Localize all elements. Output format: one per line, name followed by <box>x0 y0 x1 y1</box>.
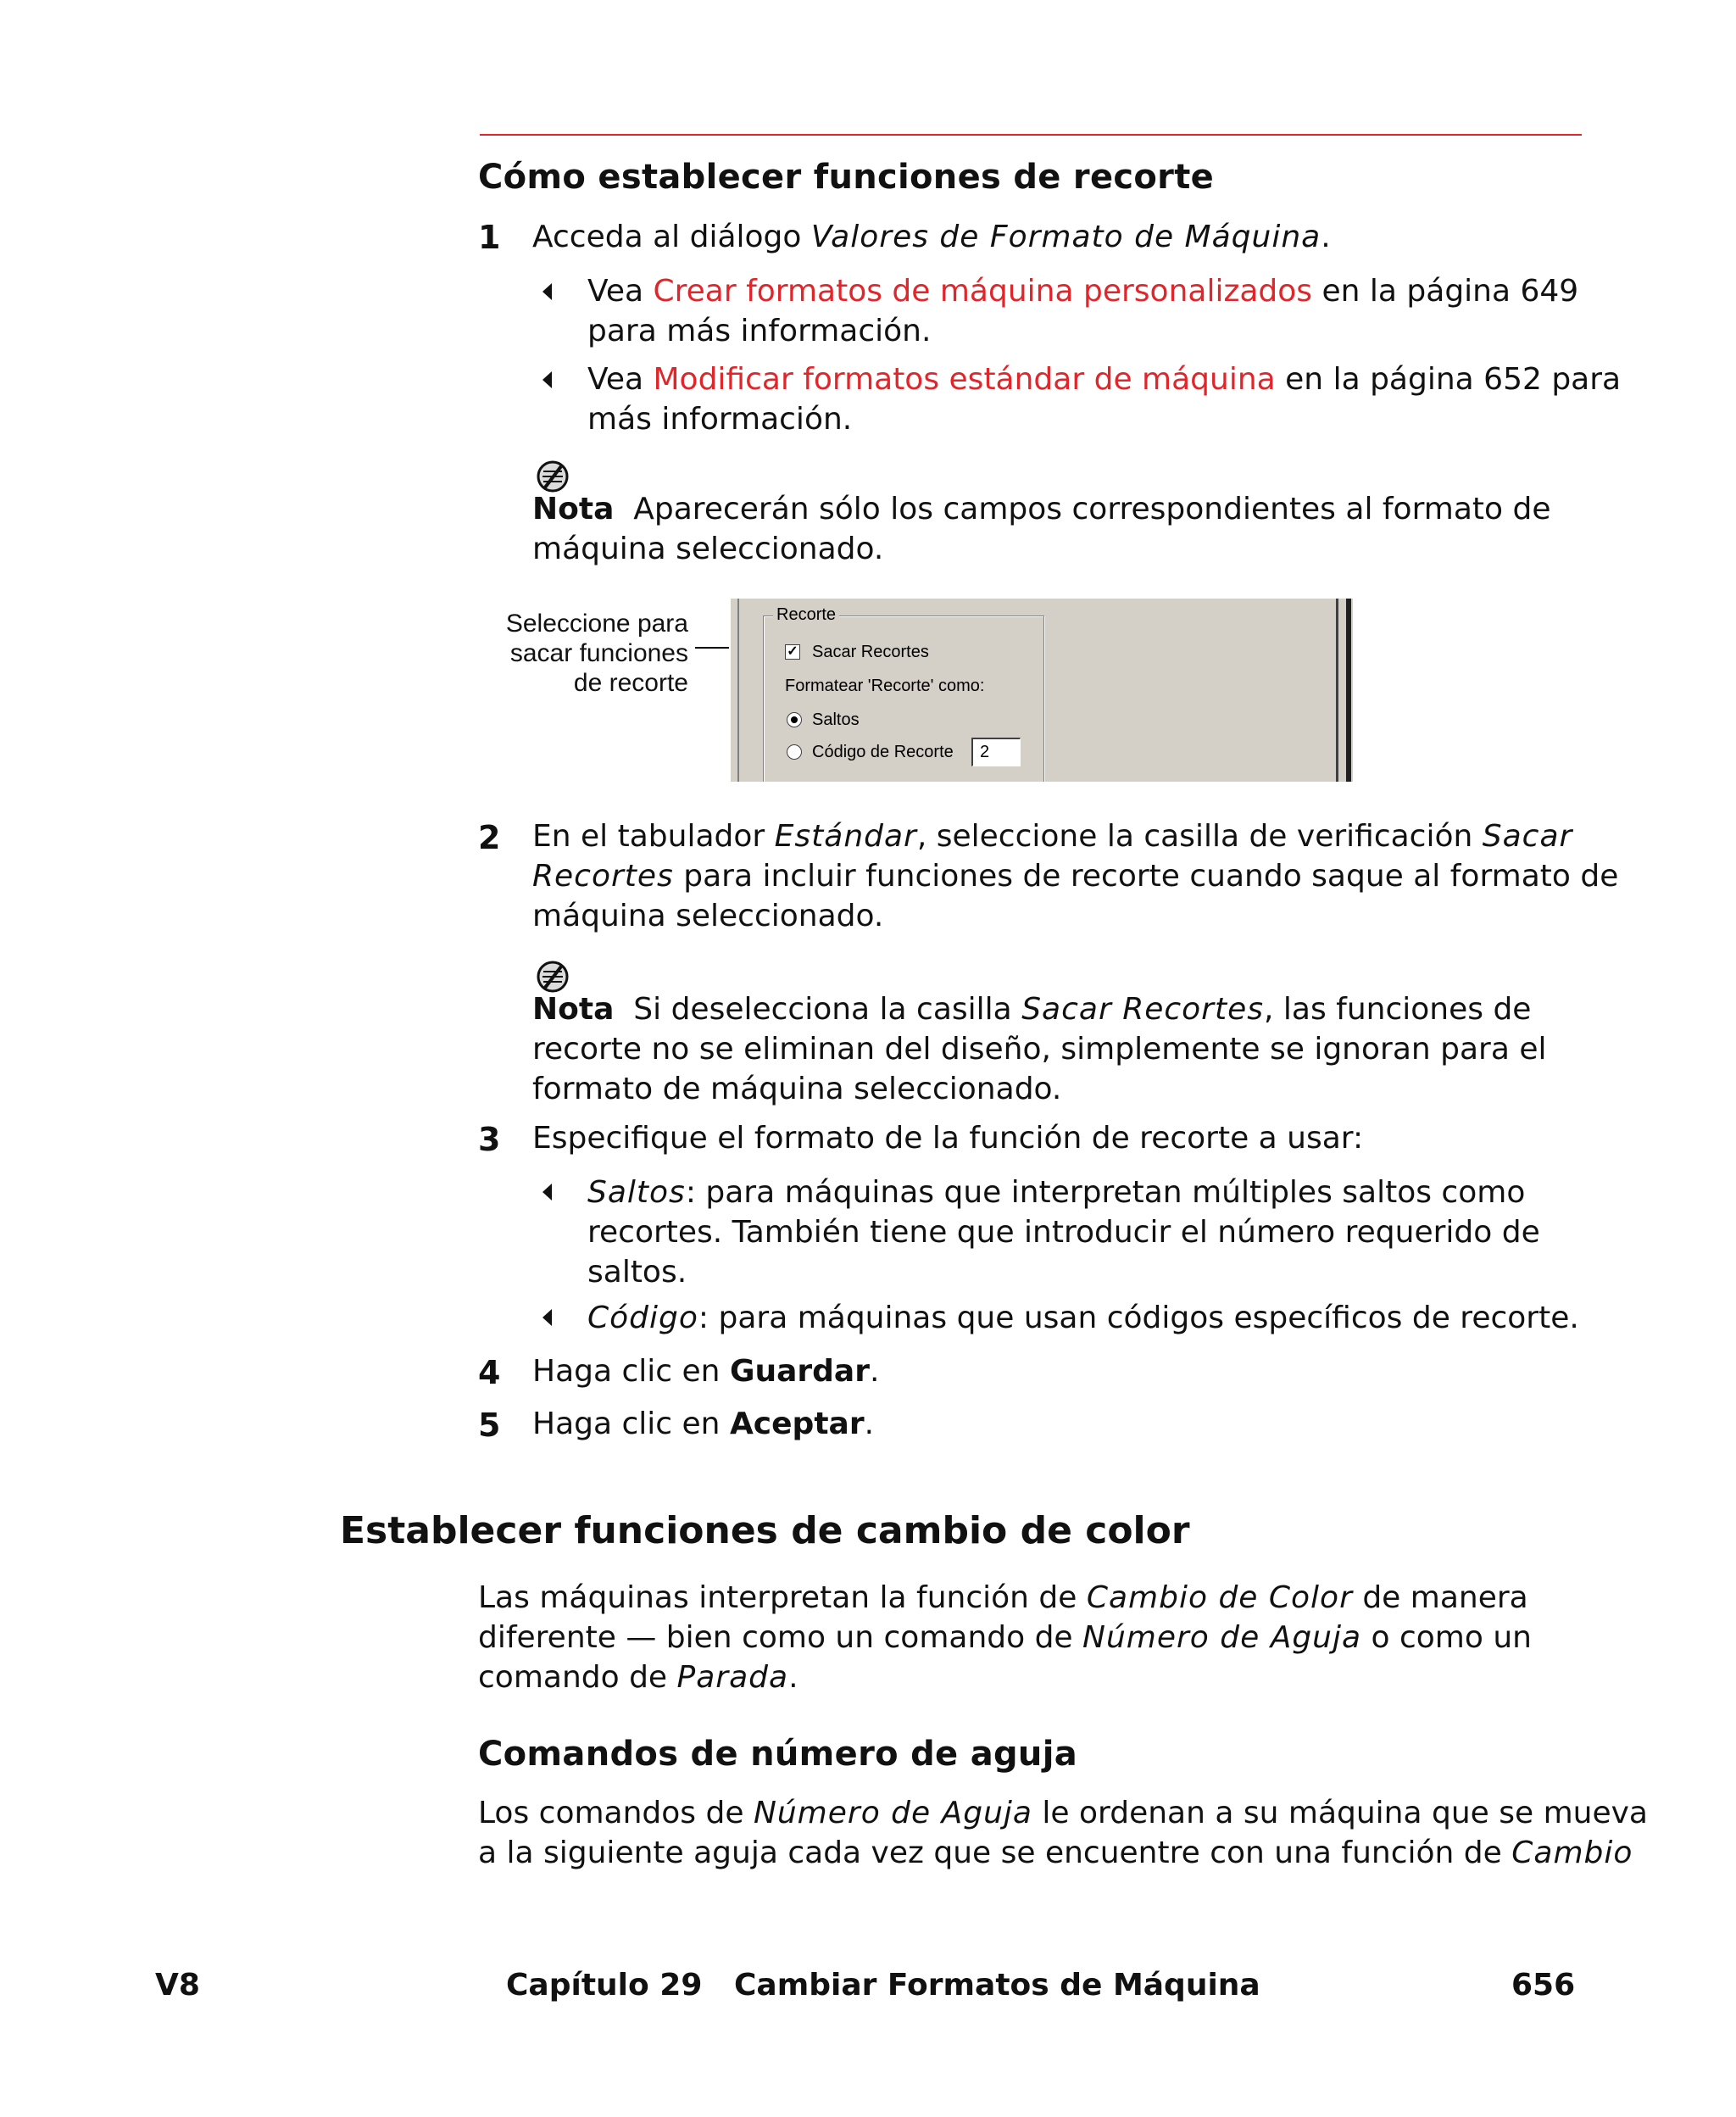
paragraph-text: o como un <box>1361 1620 1532 1655</box>
option-name: Código <box>587 1301 698 1335</box>
trim-code-input[interactable]: 2 <box>971 738 1021 766</box>
step-text: Acceda al diálogo <box>532 220 811 254</box>
section-heading: Cómo establecer funciones de recorte <box>478 158 1215 197</box>
cross-reference-link[interactable]: Modificar formatos estándar de máquina <box>653 362 1276 397</box>
note-text: recorte no se eliminan del diseño, simplemente se ignoran para el <box>532 1032 1547 1067</box>
chapter-number: Capítulo 29 <box>506 1968 703 2003</box>
step-text: Haga clic en <box>532 1354 730 1389</box>
chapter-title: Cambiar Formatos de Máquina <box>733 1968 1260 2003</box>
function-name: Cambio <box>1511 1836 1633 1870</box>
bullet-arrow-icon <box>542 1184 552 1201</box>
punctuation: . <box>869 1354 880 1389</box>
step-1-text <box>532 217 1331 257</box>
footer-page-number: 656 <box>1511 1968 1576 2003</box>
note-text: , las funciones de <box>1264 992 1532 1027</box>
header-rule <box>480 134 1582 136</box>
option-name: Saltos <box>587 1175 686 1210</box>
punctuation: . <box>1321 220 1331 254</box>
note-2 <box>532 989 1547 1109</box>
section-heading: Establecer funciones de cambio de color <box>340 1509 1190 1552</box>
step-text: , seleccione la casilla de verificación <box>916 819 1483 854</box>
color-change-paragraph <box>478 1578 1532 1697</box>
paragraph-text: comando de <box>478 1660 677 1695</box>
bullet-text: Vea <box>587 362 654 397</box>
step-2-text <box>532 816 1618 936</box>
note-text: formato de máquina seleccionado. <box>532 1072 1062 1106</box>
checkbox-label: Sacar Recortes <box>812 643 929 661</box>
note-text: Si deselecciona la casilla <box>633 992 1022 1027</box>
step-text: para incluir funciones de recorte cuando saque al formato de <box>673 859 1619 894</box>
jumps-radio[interactable] <box>787 712 802 727</box>
step-number: 4 <box>478 1354 501 1391</box>
note-label: Nota <box>532 992 615 1027</box>
step-text: máquina seleccionado. <box>532 899 884 933</box>
bullet-text: recortes. También tiene que introducir el número requerido de <box>587 1215 1540 1250</box>
note-label: Nota <box>532 492 615 526</box>
paragraph-text: diferente — bien como un comando de <box>478 1620 1083 1655</box>
save-action: Guardar <box>729 1354 870 1389</box>
panel-divider <box>1336 599 1338 782</box>
cross-reference-link[interactable]: Crear formatos de máquina personalizados <box>653 274 1313 309</box>
bullet-text: en la página 652 para <box>1275 362 1622 397</box>
option-name: Recortes <box>532 859 674 894</box>
trim-settings-screenshot <box>729 599 1353 782</box>
bullet-arrow-icon <box>542 283 552 300</box>
bullet-see-modify <box>587 359 1621 439</box>
option-name: Sacar <box>1482 819 1573 854</box>
punctuation: . <box>788 1660 798 1695</box>
step-number: 3 <box>478 1121 501 1158</box>
footer-chapter <box>506 1968 1260 2003</box>
bullet-arrow-icon <box>542 371 552 388</box>
paragraph-text: Los comandos de <box>478 1796 754 1830</box>
bullet-text: : para máquinas que interpretan múltiples saltos como <box>685 1175 1526 1210</box>
needle-number-paragraph <box>478 1793 1648 1873</box>
bullet-text: Vea <box>587 274 654 309</box>
note-text: máquina seleccionado. <box>532 532 884 566</box>
bullet-text: saltos. <box>587 1255 687 1290</box>
output-trims-checkbox[interactable]: ✓ <box>785 644 800 660</box>
paragraph-text: de manera <box>1352 1580 1528 1615</box>
note-icon <box>536 460 570 493</box>
radio-selected-dot <box>791 716 798 723</box>
function-name: Cambio de Color <box>1086 1580 1353 1615</box>
callout-line: sacar funciones <box>509 639 688 667</box>
jumps-radio-label: Saltos <box>812 710 860 729</box>
bullet-jumps <box>587 1173 1540 1292</box>
command-name: Número de Aguja <box>753 1796 1032 1830</box>
bullet-text: : para máquinas que usan códigos específicos de recorte. <box>698 1301 1579 1335</box>
note-text: Aparecerán sólo los campos correspondientes al formato de <box>633 492 1551 526</box>
bullet-text: en la página 649 <box>1312 274 1579 309</box>
format-label: Formatear 'Recorte' como: <box>785 677 985 695</box>
step-4-text <box>532 1351 879 1391</box>
step-3-text: Especifique el formato de la función de recorte a usar: <box>532 1121 1364 1156</box>
callout-line: de recorte <box>573 669 688 697</box>
panel-left-edge <box>729 599 739 782</box>
groupbox-title: Recorte <box>773 605 839 625</box>
bullet-text: para más información. <box>587 314 932 348</box>
paragraph-text: a la siguiente aguja cada vez que se encuentre con una función de <box>478 1836 1512 1870</box>
footer-version: V8 <box>155 1968 200 2003</box>
panel-divider <box>1346 599 1351 782</box>
figure-callout <box>475 609 688 698</box>
step-text: Haga clic en <box>532 1407 730 1441</box>
step-text: En el tabulador <box>532 819 775 854</box>
note-icon <box>536 960 570 994</box>
callout-line: Seleccione para <box>505 610 688 638</box>
tab-name: Estándar <box>774 819 917 854</box>
punctuation: . <box>864 1407 875 1441</box>
bullet-arrow-icon <box>542 1309 552 1326</box>
command-name: Número de Aguja <box>1082 1620 1362 1655</box>
paragraph-text: Las máquinas interpretan la función de <box>478 1580 1087 1615</box>
step-5-text <box>532 1404 874 1444</box>
ok-action: Aceptar <box>729 1407 865 1441</box>
paragraph-text: le ordenan a su máquina que se mueva <box>1032 1796 1648 1830</box>
trim-code-radio[interactable] <box>787 744 802 760</box>
step-number: 5 <box>478 1407 501 1444</box>
step-number: 1 <box>478 219 501 256</box>
trim-code-radio-label: Código de Recorte <box>812 743 954 761</box>
bullet-code <box>587 1298 1579 1338</box>
command-name: Parada <box>676 1660 789 1695</box>
bullet-see-create <box>587 271 1578 351</box>
bullet-text: más información. <box>587 402 853 437</box>
note-1 <box>532 489 1550 569</box>
step-number: 2 <box>478 819 501 856</box>
option-name: Sacar Recortes <box>1021 992 1264 1027</box>
subsection-heading: Comandos de número de aguja <box>478 1735 1078 1774</box>
dialog-name: Valores de Formato de Máquina <box>810 220 1321 254</box>
